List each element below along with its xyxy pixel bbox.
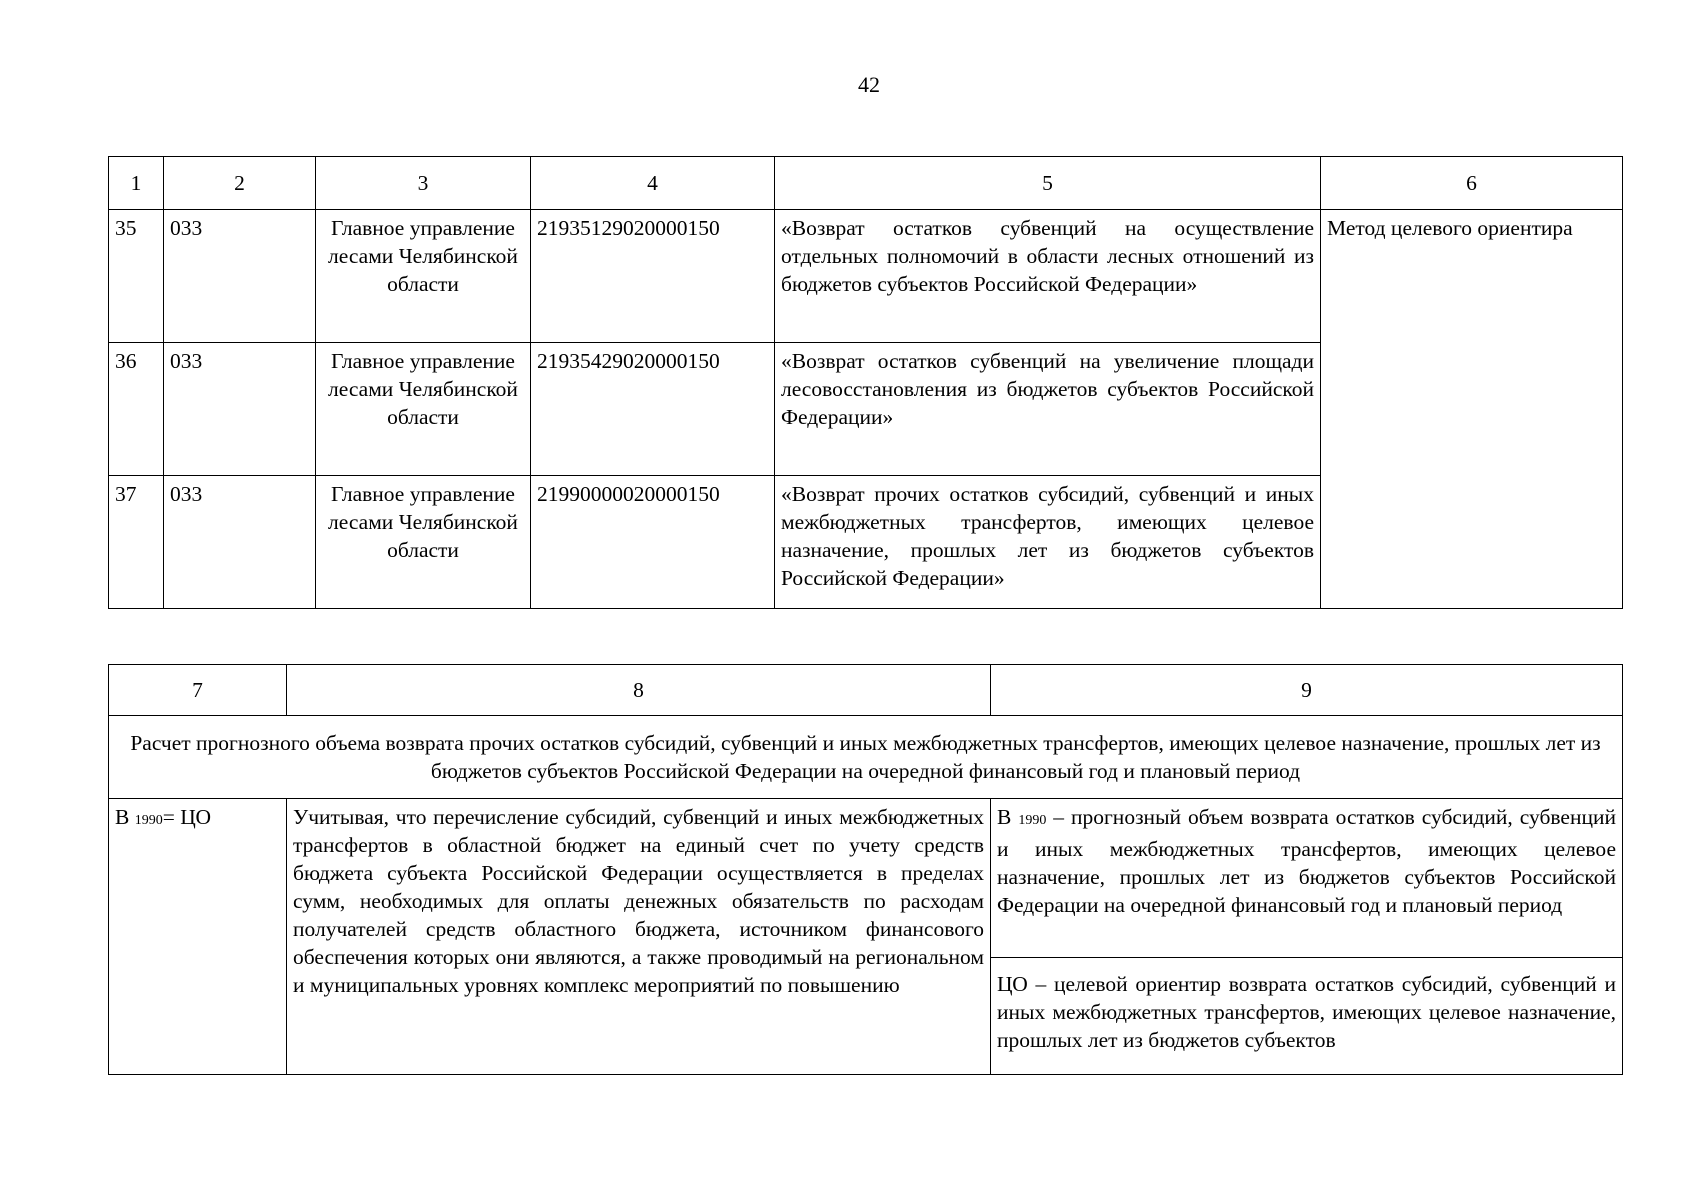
row-number: 36 [109, 343, 164, 476]
admin-code: 033 [164, 476, 316, 609]
revenue-description: «Возврат остатков субвенций на увеличение площади лесовосстановления из бюджетов субъектов Российской Федерации» [775, 343, 1321, 476]
definition-subscript: 1990 [1018, 813, 1047, 828]
explanation-cell: Учитывая, что перечисление субсидий, субвенций и иных межбюджетных трансфертов в областной бюджет на единый счет по учету средств бюджета субъекта Российской Федерации осуществляется в пределах сумм, необходимых для оплаты денежных обязательств по расходам получателей средств областного бюджета, источником финансового обеспечения которых они являются, а также проводимый на региональном и муниципальных уровнях комплекс мероприятий по повышению [287, 799, 991, 1075]
table1-header-cell: 2 [164, 157, 316, 210]
formula-cell [109, 799, 287, 1075]
table1-header-cell: 6 [1321, 157, 1623, 210]
budget-classification-code: 21935129020000150 [531, 210, 775, 343]
budget-classification-code: 21990000020000150 [531, 476, 775, 609]
section-title-row [109, 716, 1623, 799]
section-title: Расчет прогнозного объема возврата прочих остатков субсидий, субвенций и иных межбюджетных трансфертов, имеющих целевое назначение, прошлых лет из бюджетов субъектов Российской Федерации на очередной финансовый год и плановый период [109, 716, 1623, 799]
admin-code: 033 [164, 210, 316, 343]
table1-header-cell: 4 [531, 157, 775, 210]
table2-header-cell: 9 [991, 665, 1623, 716]
forecast-formula-table [108, 664, 1623, 1075]
budget-codes-table [108, 156, 1623, 609]
definition-target-indicator: ЦО – целевой ориентир возврата остатков субсидий, субвенций и иных межбюджетных трансфертов, имеющих целевое назначение, прошлых лет из бюджетов субъектов [991, 958, 1623, 1075]
table1-header-cell: 5 [775, 157, 1321, 210]
definition-prefix: В [997, 805, 1019, 829]
admin-name: Главное управление лесами Челябинской области [316, 210, 531, 343]
admin-name: Главное управление лесами Челябинской области [316, 343, 531, 476]
table-row [109, 210, 1623, 343]
table1-header-cell: 1 [109, 157, 164, 210]
row-number: 37 [109, 476, 164, 609]
page-number: 42 [858, 72, 880, 97]
table2-header-row [109, 665, 1623, 716]
formula-subscript: 1990 [134, 813, 163, 828]
definition-forecast-volume [991, 799, 1623, 958]
budget-classification-code: 21935429020000150 [531, 343, 775, 476]
table2-header-cell: 7 [109, 665, 287, 716]
table2-header-cell: 8 [287, 665, 991, 716]
revenue-description: «Возврат прочих остатков субсидий, субвенций и иных межбюджетных трансфертов, имеющих целевое назначение, прошлых лет из бюджетов субъектов Российской Федерации» [775, 476, 1321, 609]
forecast-method: Метод целевого ориентира [1321, 210, 1623, 609]
table-row [109, 799, 1623, 958]
formula-prefix: В [115, 805, 135, 829]
revenue-description: «Возврат остатков субвенций на осуществление отдельных полномочий в области лесных отношений из бюджетов субъектов Российской Федерации» [775, 210, 1321, 343]
row-number: 35 [109, 210, 164, 343]
table1-header-cell: 3 [316, 157, 531, 210]
formula-suffix: = ЦО [162, 805, 211, 829]
definition-text: – прогнозный объем возврата остатков субсидий, субвенций и иных межбюджетных трансфертов, имеющих целевое назначение, прошлых лет из бюджетов субъектов Российской Федерации на очередной финансовый год и плановый период [997, 805, 1616, 917]
admin-name: Главное управление лесами Челябинской области [316, 476, 531, 609]
admin-code: 033 [164, 343, 316, 476]
table1-header-row [109, 157, 1623, 210]
